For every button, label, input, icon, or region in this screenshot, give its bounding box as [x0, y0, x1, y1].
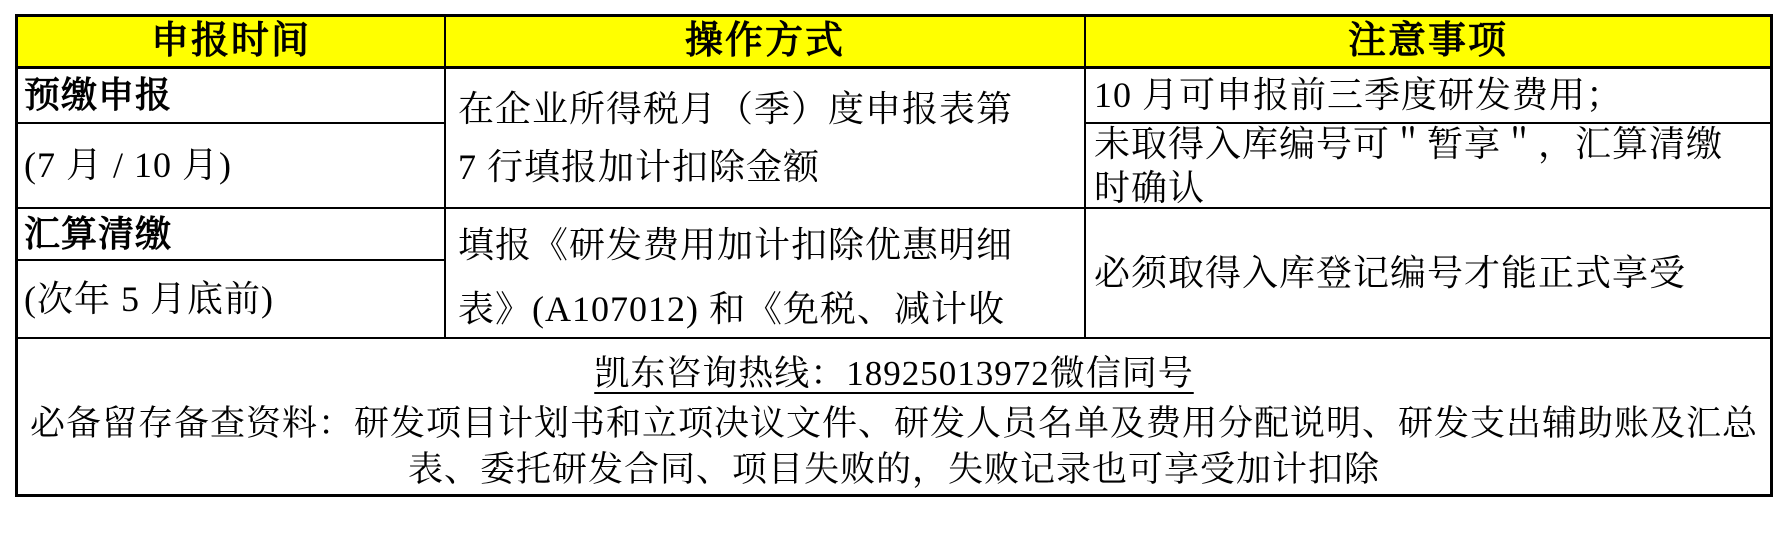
- settlement-period-title: 汇算清缴: [24, 213, 173, 254]
- header-cell-notes: [1086, 17, 1770, 69]
- settlement-operation-line2: 表》(A107012) 和《免税、减计收: [458, 289, 1005, 329]
- retained-materials-line2: 表、委托研发合同、项目失败的，失败记录也可享受加计扣除: [407, 450, 1380, 489]
- settlement-period-sub: (次年 5 月底前): [24, 278, 274, 319]
- retained-materials-line1: 必备留存备查资料：研发项目计划书和立项决议文件、研发人员名单及费用分配说明、研发支出辅助账及汇总: [29, 404, 1758, 443]
- prepay-note1-cell: [1086, 69, 1770, 124]
- prepay-period-sub: (7 月 / 10 月): [24, 145, 232, 186]
- prepay-operation-line2: 7 行填报加计扣除金额: [458, 147, 821, 187]
- header-operation-label: 操作方式: [684, 19, 845, 62]
- prepay-note2-cell: [1086, 124, 1770, 209]
- prepay-note2-line1: 未取得入库编号可＂暂享＂，汇算清缴: [1094, 124, 1724, 164]
- prepay-note2-line2: 时确认: [1094, 167, 1206, 208]
- prepay-note1-text: 10 月可申报前三季度研发费用；: [1094, 75, 1624, 116]
- footer-cell: [18, 339, 1770, 494]
- prepay-operation-line1: 在企业所得税月（季）度申报表第: [458, 89, 1014, 129]
- prepay-period-title: 预缴申报: [24, 75, 173, 116]
- settlement-period-title-cell: [18, 209, 446, 261]
- header-cell-operation: [446, 17, 1086, 69]
- prepay-period-sub-cell: [18, 124, 446, 209]
- prepay-period-title-cell: [18, 69, 446, 124]
- settlement-operation-line1: 填报《研发费用加计扣除优惠明细: [458, 225, 1014, 265]
- settlement-note-text: 必须取得入库登记编号才能正式享受: [1094, 252, 1687, 293]
- tax-declaration-table: [15, 14, 1773, 497]
- consult-hotline-text: 凯东咨询热线：18925013972微信同号: [594, 354, 1194, 393]
- settlement-note-cell: [1086, 209, 1770, 339]
- header-declare-time-label: 申报时间: [150, 19, 311, 62]
- settlement-period-sub-cell: [18, 261, 446, 339]
- header-notes-label: 注意事项: [1347, 19, 1508, 62]
- settlement-operation-cell: [446, 209, 1086, 339]
- prepay-operation-cell: [446, 69, 1086, 209]
- header-cell-declare-time: [18, 17, 446, 69]
